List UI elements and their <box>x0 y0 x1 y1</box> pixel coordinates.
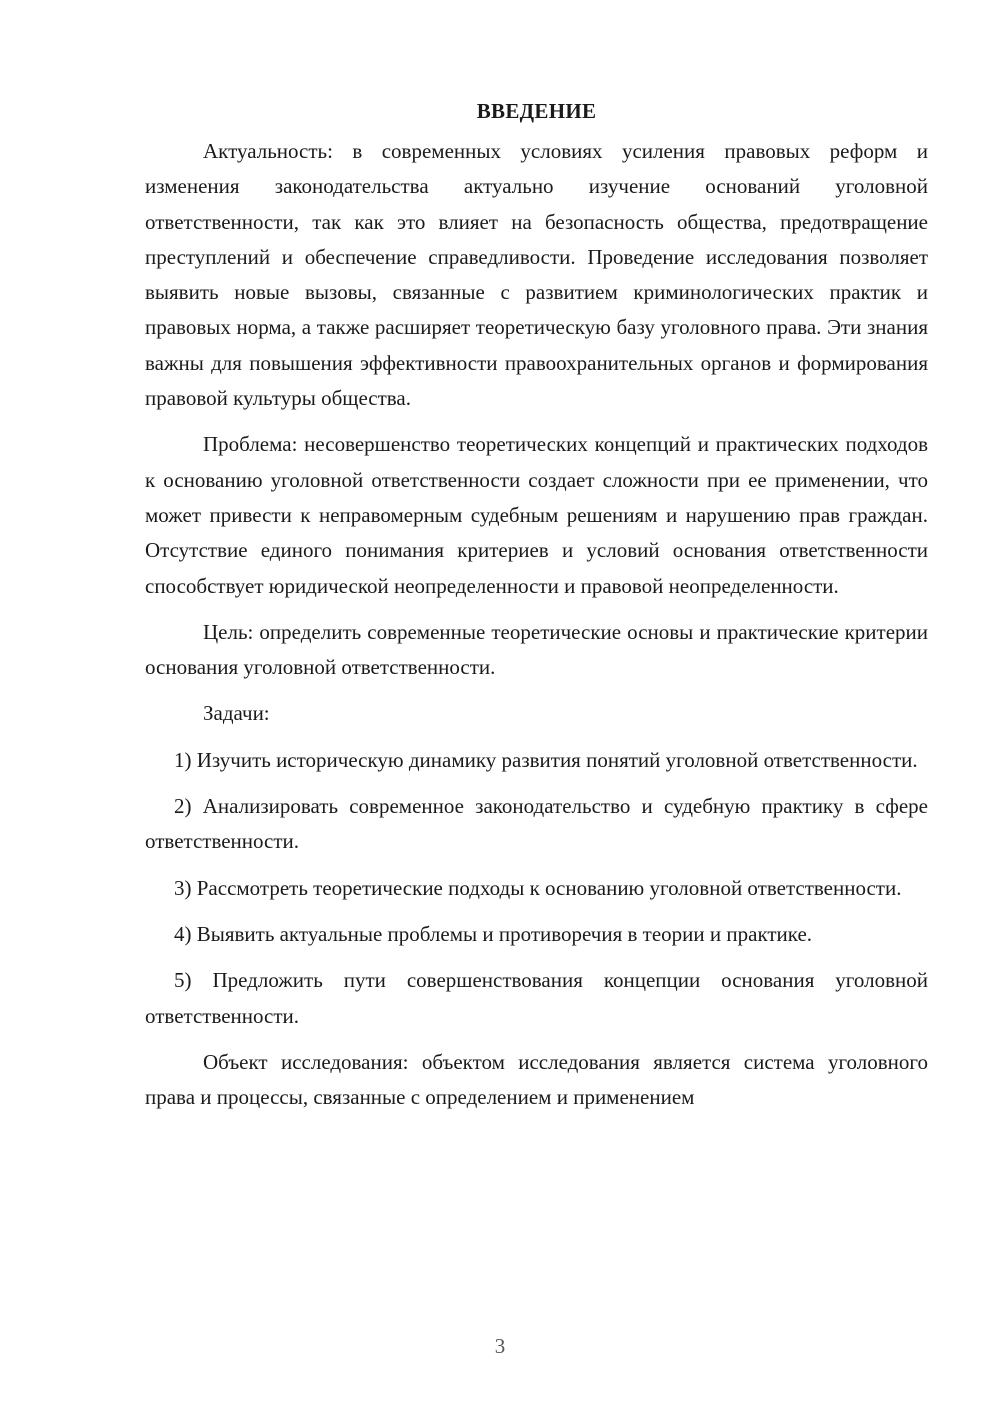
task-item: 3) Рассмотреть теоретические подходы к основанию уголовной ответственности. <box>174 875 902 900</box>
tasks-list <box>145 743 928 1034</box>
task-item: 2) Анализировать современное законодательство и судебную практику в сфере ответственности. <box>145 794 928 854</box>
page-number: 3 <box>494 1334 506 1358</box>
relevance-paragraph: Актуальность: в современных условиях усиления правовых реформ и изменения законодательства актуально изучение оснований уголовной ответственности, так как это влияет на безопасность общества, предотвращение преступлений и обеспечение справедливости. Проведение исследования позволяет выявить новые вызовы, связанные с развитием криминологических практик и правовых норма, а также расширяет теоретическую базу уголовного права. Эти знания важны для повышения эффективности правоохранительных органов и формирования правовой культуры общества. <box>145 139 928 411</box>
document-page <box>145 92 928 1126</box>
problem-paragraph: Проблема: несовершенство теоретических концепций и практических подходов к основанию уголовной ответственности создает сложности при ее применении, что может привести к неправомерным судебным решениям и нарушению прав граждан. Отсутствие единого понимания критериев и условий основания ответственности способствует юридической неопределенности и правовой неопределенности. <box>145 432 928 598</box>
task-item: 4) Выявить актуальные проблемы и противоречия в теории и практике. <box>174 921 813 946</box>
goal-paragraph: Цель: определить современные теоретические основы и практические критерии основания уголовной ответственности. <box>145 619 928 680</box>
object-paragraph: Объект исследования: объектом исследования является система уголовного права и процессы, связанные с определением и применением <box>145 1049 928 1110</box>
tasks-heading: Задачи: <box>203 701 270 726</box>
task-item: 5) Предложить пути совершенствования концепции основания уголовной ответственности. <box>145 968 928 1028</box>
section-title: ВВЕДЕНИЕ <box>476 99 597 123</box>
task-item: 1) Изучить историческую динамику развития понятий уголовной ответственности. <box>174 747 918 772</box>
